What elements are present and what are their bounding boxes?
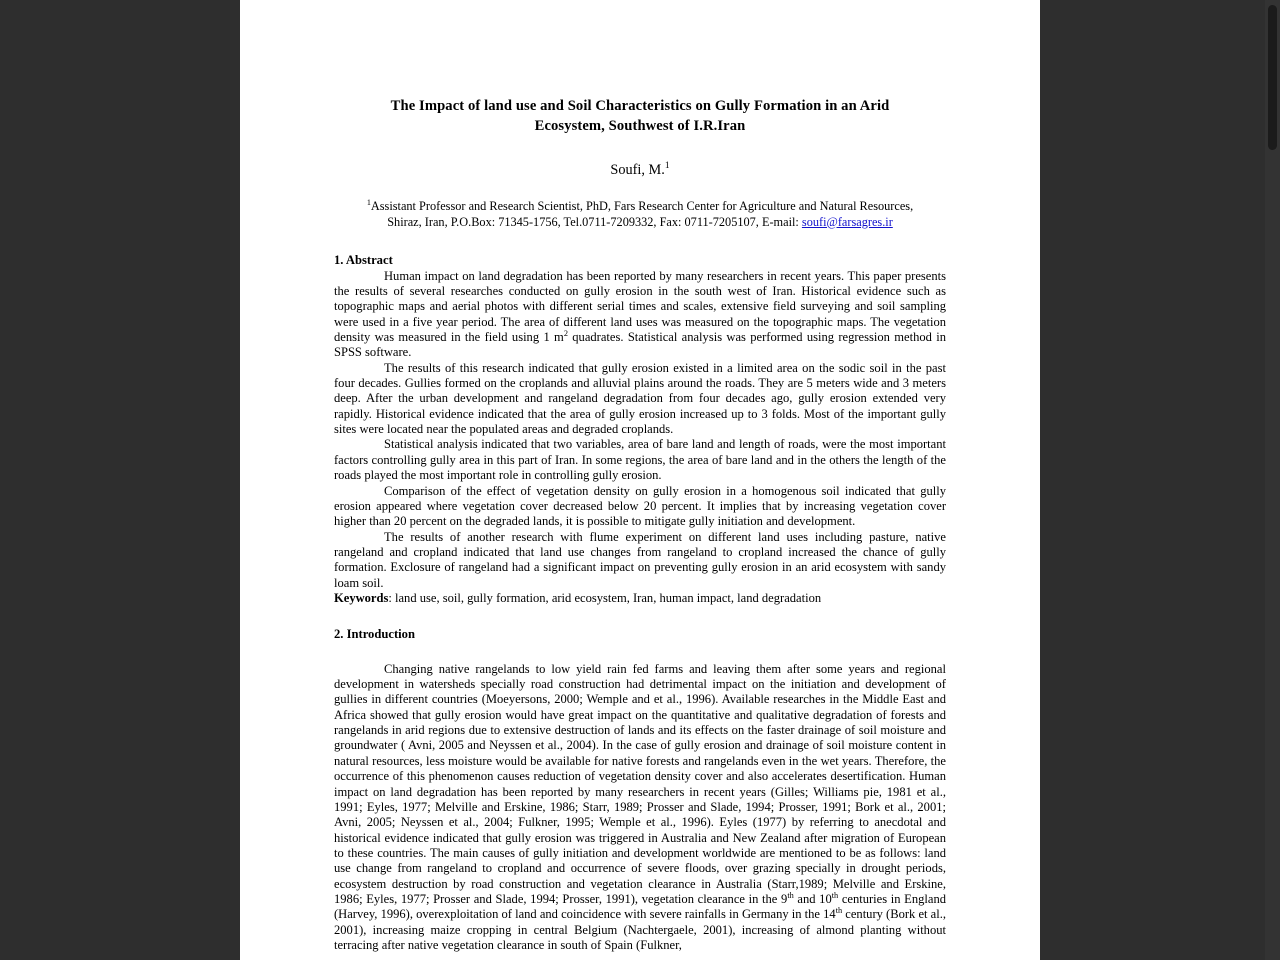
- abstract-paragraph-5: The results of another research with flume experiment on different land uses including pasture, native rangeland and cropland indicated that land use changes from rangeland to cropland increased the chance of gully formation. Exclosure of rangeland had a significant impact on preventing gully erosion in an arid ecosystem with sandy loam soil.: [334, 529, 946, 590]
- affiliation-line-2: Shiraz, Iran, P.O.Box: 71345-1756, Tel.0711-7209332, Fax: 0711-7205107, E-mail:: [387, 214, 802, 229]
- author-line: [334, 136, 946, 179]
- abstract-p1-part-b: quadrates. Statistical analysis was performed using regression method in SPSS software.: [334, 330, 946, 360]
- scrollbar-thumb[interactable]: [1268, 5, 1277, 150]
- affiliation-block: [334, 179, 946, 230]
- keywords-label: Keywords: [334, 590, 389, 605]
- affiliation-line-1: Assistant Professor and Research Scientist, PhD, Fars Research Center for Agriculture and Natural Resources,: [370, 199, 914, 213]
- square-meter-superscript: 2: [563, 328, 568, 338]
- abstract-paragraph-3: Statistical analysis indicated that two variables, area of bare land and length of roads, were the most important factors controlling gully area in this part of Iran. In some regions, the area of bare land and in the others the length of the roads played the most important role in controlling gully erosion.: [334, 437, 946, 483]
- abstract-heading: 1. Abstract: [334, 253, 393, 268]
- intro-p1-part-c: centuries in England (Harvey, 1996), overexploitation of land and coincidence with severe rainfalls in Germany in the 14: [334, 891, 946, 922]
- introduction-section: [334, 606, 946, 953]
- ordinal-superscript-14th: th: [835, 906, 843, 916]
- intro-p1-part-b: and 10: [793, 891, 832, 906]
- affiliation-footnote-marker: 1: [366, 197, 371, 207]
- abstract-paragraph-2: The results of this research indicated that gully erosion existed in a limited area on the sodic soil in the past four decades. Gullies formed on the croplands and alluvial plains around the roads. They are 5 meters wide and 3 meters deep. After the urban development and rangeland degradation from four decades ago, gully erosion extended very rapidly. Historical evidence indicated that the area of gully erosion increased up to 3 folds. Most of the important gully sites were located near the populated areas and degraded croplands.: [334, 360, 946, 437]
- document-page: [240, 0, 1040, 960]
- keywords-line: [334, 591, 946, 606]
- page-content: [334, 0, 946, 953]
- introduction-paragraph-1: [334, 662, 946, 954]
- email-link[interactable]: soufi@farsagres.ir: [801, 214, 893, 229]
- title-line-1: The Impact of land use and Soil Characteristics on Gully Formation in an Arid: [390, 98, 890, 114]
- abstract-paragraph-4: Comparison of the effect of vegetation density on gully erosion in a homogenous soil indicated that gully erosion appeared where vegetation cover decreased below 20 percent. It implies that by increasing vegetation cover higher than 20 percent on the degraded lands, it is possible to mitigate gully initiation and development.: [334, 483, 946, 529]
- author-footnote-marker: 1: [664, 161, 670, 172]
- abstract-p1-part-a: Human impact on land degradation has been reported by many researchers in recent years. This paper presents the results of several researches conducted on gully erosion in the south west of Iran. Historical evidence such as topographic maps and aerial photos with different serial times and scales, extensive field surveying and soil sampling were used in a five year period. The area of different land uses was measured on the topographic maps. The vegetation density was measured in the field using 1 m: [334, 268, 946, 345]
- spacer: [334, 643, 946, 662]
- intro-p1-part-d: century (Bork et al., 2001), increasing maize cropping in central Belgium (Nachtergaele, 2001), increasing of almond planting without terracing after native vegetation clearance in south of Spain (Fulkner,: [334, 907, 946, 952]
- ordinal-superscript-10th: th: [831, 890, 839, 900]
- author-name: Soufi, M.: [610, 162, 665, 178]
- intro-p1-part-a: Changing native rangelands to low yield rain fed farms and leaving them after some years and regional development in watersheds specially road construction had detrimental impact on the initiation and development of gullies in different countries (Moeyersons, 2000; Wemple and et al., 1996). Available researches in the Middle East and Africa showed that gully erosion would have great impact on the quantitative and qualitative degradation of forests and rangelands in arid regions due to extensive destruction of lands and its effects on the faster drainage of soil moisture and groundwater ( Avni, 2005 and Neyssen et al., 2004). In the case of gully erosion and drainage of soil moisture content in natural resources, less moisture would be available for native forests and rangelands even in the wet years. Therefore, the occurrence of this phenomenon causes reduction of vegetation density cover and also accelerates desertification. Human impact on land degradation has been reported by many researchers in recent years (Gilles; Williams pie, 1981 et al., 1991; Eyles, 1977; Melville and Erskine, 1986; Starr, 1989; Prosser and Slade, 1994; Prosser, 1991; Bork et al., 2001; Avni, 2005; Neyssen et al., 2004; Fulkner, 1995; Wemple et al., 1996). Eyles (1977) by referring to anecdotal and historical evidence indicated that gully erosion was triggered in Australia and New Zealand after migration of European to these countries. The main causes of gully initiation and development worldwide are mentioned to be as follows: land use change from rangeland to cropland and occurrence of severe floods, over grazing specially in drought periods, ecosystem destruction by road construction and vegetation clearance in Australia (Starr,1989; Melville and Erskine, 1986; Eyles, 1977; Prosser and Slade, 1994; Prosser, 1991), vegetation clearance in the 9: [334, 661, 946, 906]
- title-line-2: Ecosystem, Southwest of I.R.Iran: [534, 118, 746, 134]
- abstract-section: [334, 230, 946, 606]
- abstract-paragraph-1: [334, 269, 946, 361]
- introduction-heading: 2. Introduction: [334, 627, 415, 642]
- vertical-scrollbar[interactable]: [1265, 0, 1280, 960]
- keywords-value: : land use, soil, gully formation, arid ecosystem, Iran, human impact, land degradation: [388, 590, 822, 605]
- ordinal-superscript-9th: th: [787, 890, 794, 900]
- page-title: [334, 0, 946, 136]
